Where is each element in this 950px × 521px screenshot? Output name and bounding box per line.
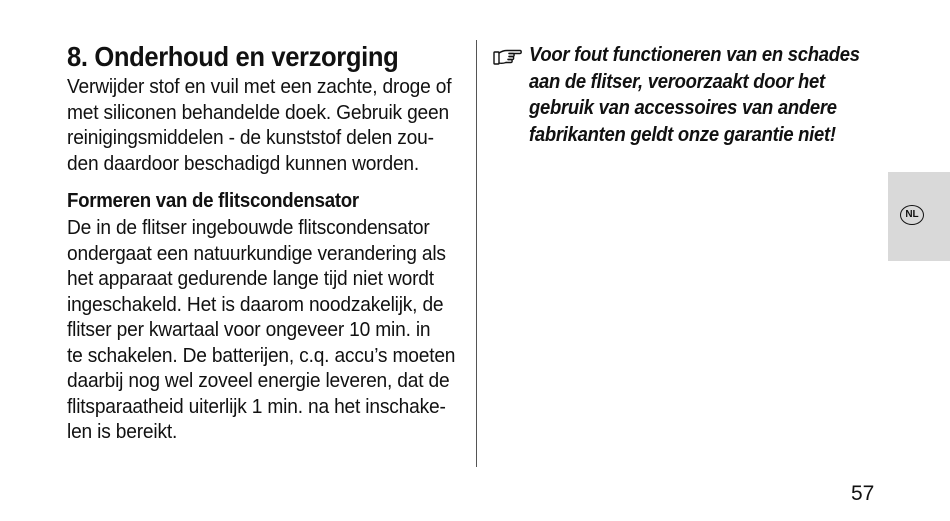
body-line: flitsparaatheid uiterlijk 1 min. na het inschake- (67, 394, 446, 418)
note-line: fabrikanten geldt onze garantie niet! (529, 122, 836, 146)
warranty-note (493, 42, 883, 148)
note-line: aan de flitser, veroorzaakt door het (529, 69, 825, 93)
body-line: daarbij nog wel zoveel energie leveren, dat de (67, 369, 450, 392)
intro-line: den daardoor beschadigd kunnen worden. (67, 151, 420, 175)
body-paragraph (67, 215, 467, 445)
page-title: 8. Onderhoud en verzorging (67, 41, 399, 72)
intro-line: reinigingsmiddelen - de kunststof delen zou- (67, 126, 434, 149)
section-subheading: Formeren van de flitscondensator (67, 189, 359, 212)
language-badge: NL (900, 205, 924, 225)
note-line: gebruik van accessoires van andere (529, 96, 837, 119)
body-line: len is bereikt. (67, 420, 178, 443)
body-line: De in de flitser ingebouwde flitscondensator (67, 216, 430, 239)
intro-line: Verwijder stof en vuil met een zachte, droge of (67, 75, 452, 98)
language-tab (888, 172, 950, 261)
main-column (67, 40, 467, 445)
body-line: ondergaat een natuurkundige verandering als (67, 241, 446, 265)
intro-paragraph (67, 74, 467, 176)
intro-line: met siliconen behandelde doek. Gebruik geen (67, 100, 449, 124)
column-divider (476, 40, 477, 467)
body-line: flitser per kwartaal voor ongeveer 10 min. in (67, 318, 431, 341)
pointing-hand-icon (493, 46, 523, 68)
body-line: ingeschakeld. Het is daarom noodzakelijk, de (67, 292, 444, 316)
page-number: 57 (851, 482, 875, 505)
body-line: het apparaat gedurende lange tijd niet wordt (67, 267, 434, 290)
note-text (529, 42, 883, 148)
note-line: Voor fout functioneren van en schades (529, 43, 860, 66)
body-line: te schakelen. De batterijen, c.q. accu’s moeten (67, 343, 456, 367)
